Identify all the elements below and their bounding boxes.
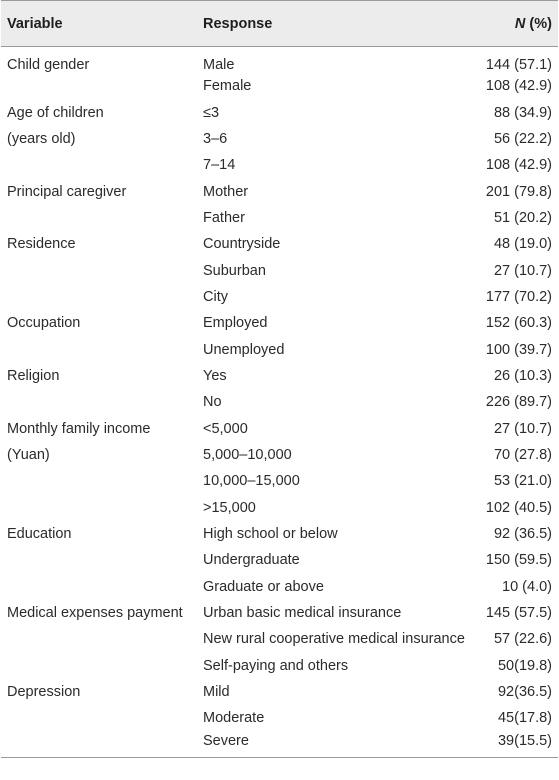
cell-response: Urban basic medical insurance — [203, 605, 402, 622]
table-row — [1, 152, 558, 178]
cell-variable: Depression — [7, 684, 81, 701]
cell-variable — [1, 626, 197, 652]
cell-n-percent: 92 (36.5) — [493, 526, 552, 543]
cell-n-percent: 50(19.8) — [497, 657, 552, 674]
cell-response: Suburban — [203, 262, 266, 279]
cell-response: Graduate or above — [203, 578, 324, 595]
cell-variable — [1, 257, 197, 283]
cell-variable: Principal caregiver — [7, 183, 127, 200]
table-row — [1, 284, 558, 310]
cell-variable — [1, 653, 197, 679]
table-row — [1, 653, 558, 679]
header-response: Response — [197, 1, 479, 47]
table-row — [1, 547, 558, 573]
cell-variable: Medical expenses payment — [7, 605, 183, 622]
cell-n-percent: 177 (70.2) — [485, 288, 552, 305]
cell-n-percent: 39(15.5) — [479, 732, 558, 758]
table-row — [1, 73, 558, 99]
cell-response: Employed — [203, 315, 268, 332]
cell-variable — [1, 468, 197, 494]
header-n-percent — [479, 1, 558, 47]
table-row — [1, 178, 558, 204]
cell-response: Severe — [197, 732, 479, 758]
table-body — [1, 47, 558, 758]
cell-n-percent: 45(17.8) — [497, 710, 552, 727]
cell-variable — [1, 705, 197, 731]
cell-response: 10,000–15,000 — [203, 473, 300, 490]
cell-variable: Education — [7, 526, 72, 543]
cell-variable: Age of children — [7, 104, 104, 121]
cell-response: Yes — [203, 367, 227, 384]
cell-n-percent: 150 (59.5) — [485, 552, 552, 569]
cell-n-percent: 144 (57.1) — [485, 57, 552, 73]
cell-response: No — [203, 394, 222, 411]
cell-n-percent: 201 (79.8) — [485, 183, 552, 200]
cell-n-percent: 10 (4.0) — [502, 578, 552, 595]
cell-n-percent: 108 (42.9) — [485, 157, 552, 174]
cell-response: <5,000 — [203, 420, 248, 437]
cell-response: >15,000 — [203, 499, 256, 516]
header-n-italic: N — [514, 15, 526, 32]
cell-n-percent: 56 (22.2) — [493, 130, 552, 147]
table-row — [1, 521, 558, 547]
cell-n-percent: 102 (40.5) — [485, 499, 552, 516]
table-row — [1, 47, 558, 74]
cell-variable: Occupation — [7, 315, 81, 332]
cell-n-percent: 100 (39.7) — [485, 341, 552, 358]
cell-variable: (Yuan) — [7, 446, 50, 463]
cell-n-percent: 48 (19.0) — [493, 236, 552, 253]
cell-response: 3–6 — [203, 130, 228, 147]
table-row — [1, 732, 558, 758]
cell-variable — [1, 389, 197, 415]
cell-response: ≤3 — [203, 104, 220, 121]
demographics-table — [1, 0, 558, 758]
cell-variable — [1, 284, 197, 310]
cell-response: High school or below — [203, 526, 338, 543]
cell-response: 7–14 — [203, 157, 236, 174]
cell-response: New rural cooperative medical insurance — [203, 631, 465, 648]
table-row — [1, 389, 558, 415]
table-row — [1, 99, 558, 125]
cell-variable: Residence — [7, 236, 76, 253]
cell-variable — [1, 205, 197, 231]
cell-response: Undergraduate — [203, 552, 300, 569]
table-row — [1, 126, 558, 152]
cell-n-percent: 53 (21.0) — [493, 473, 552, 490]
table-row — [1, 257, 558, 283]
cell-n-percent: 226 (89.7) — [485, 394, 552, 411]
table-row — [1, 415, 558, 441]
cell-variable: (years old) — [7, 130, 76, 147]
cell-response: Female — [203, 78, 252, 95]
table-row — [1, 205, 558, 231]
table-row — [1, 363, 558, 389]
cell-response: Moderate — [203, 710, 265, 727]
cell-response: Father — [203, 209, 245, 226]
header-row — [1, 1, 558, 47]
cell-response: Male — [203, 57, 235, 73]
header-n-suffix: (%) — [525, 15, 552, 32]
table-row — [1, 231, 558, 257]
cell-variable — [1, 547, 197, 573]
table-header — [1, 1, 558, 47]
cell-variable — [1, 495, 197, 521]
cell-n-percent: 108 (42.9) — [485, 78, 552, 95]
cell-variable: Monthly family income — [7, 420, 151, 437]
cell-n-percent: 26 (10.3) — [493, 367, 552, 384]
cell-n-percent: 27 (10.7) — [493, 262, 552, 279]
cell-n-percent: 27 (10.7) — [493, 420, 552, 437]
table-row — [1, 310, 558, 336]
table-row — [1, 600, 558, 626]
cell-n-percent: 70 (27.8) — [493, 446, 552, 463]
cell-n-percent: 57 (22.6) — [493, 631, 552, 648]
cell-response: Unemployed — [203, 341, 285, 358]
header-variable: Variable — [1, 1, 197, 47]
table-row — [1, 626, 558, 652]
cell-response: Self-paying and others — [203, 657, 349, 674]
cell-variable — [1, 73, 197, 99]
cell-n-percent: 51 (20.2) — [493, 209, 552, 226]
cell-variable: Religion — [7, 367, 60, 384]
cell-response: 5,000–10,000 — [203, 446, 292, 463]
table-row — [1, 495, 558, 521]
cell-response: Mother — [203, 183, 249, 200]
cell-variable — [1, 336, 197, 362]
cell-n-percent: 145 (57.5) — [485, 605, 552, 622]
cell-n-percent: 92(36.5) — [497, 684, 552, 701]
cell-variable — [1, 152, 197, 178]
table-row — [1, 468, 558, 494]
table-row — [1, 442, 558, 468]
table-row — [1, 705, 558, 731]
cell-n-percent: 88 (34.9) — [493, 104, 552, 121]
cell-response: City — [203, 288, 228, 305]
cell-variable — [1, 732, 197, 758]
table-row — [1, 574, 558, 600]
cell-n-percent: 152 (60.3) — [485, 315, 552, 332]
cell-variable: Child gender — [7, 57, 90, 73]
table-row — [1, 336, 558, 362]
cell-response: Mild — [203, 684, 230, 701]
cell-response: Countryside — [203, 236, 281, 253]
cell-variable — [1, 574, 197, 600]
table-row — [1, 679, 558, 705]
